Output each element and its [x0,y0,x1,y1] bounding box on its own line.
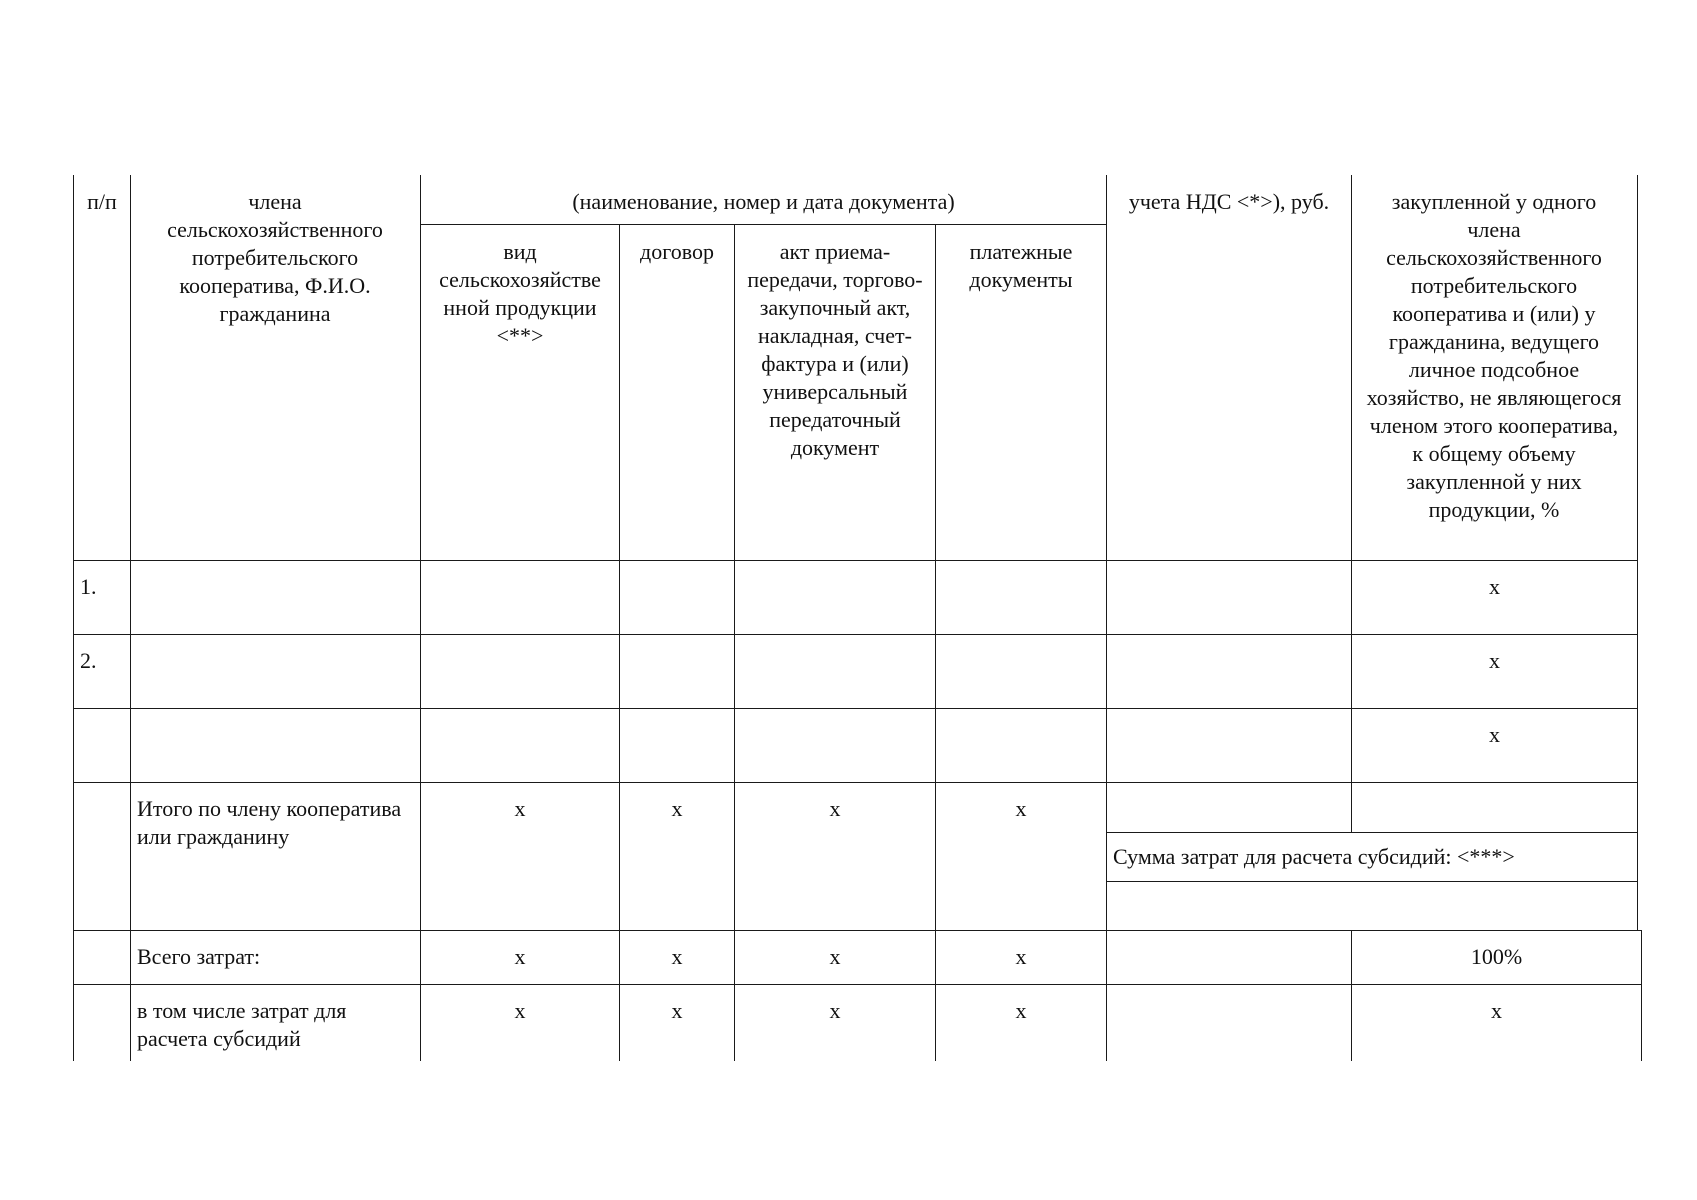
subsidy-act: x [829,998,841,1023]
member-total-payment: x [1015,796,1027,821]
rule-header-bottom [73,560,1638,561]
subsidy-payment: x [1015,998,1027,1023]
rule-docs-subheader [420,224,1106,225]
header-sum: учета НДС <*>), руб. [1128,189,1330,214]
row2-num: 2. [80,648,97,673]
rule-subsum-bottom [1106,881,1638,882]
rule-col-contract [619,224,620,1061]
total-kind: x [514,944,526,969]
rule-right-b [1641,930,1642,1061]
rule-total-bottom [73,984,1642,985]
rule-row1-bottom [73,634,1638,635]
rule-right-a [1637,175,1638,930]
subsidy-kind: x [514,998,526,1023]
row1-share: x [1489,574,1500,599]
rule-left [73,175,74,1061]
rule-subsum-top [1106,832,1638,833]
row1-num: 1. [80,574,97,599]
member-total-act: x [829,796,841,821]
rule-col-member [130,175,131,1061]
header-payment: платежные документы [969,239,1073,292]
header-contract: договор [640,239,714,264]
subsidy-share: x [1491,998,1502,1023]
total-contract: x [671,944,683,969]
rule-col-payment [935,224,936,1061]
rule-member-total-bottom [73,930,1642,931]
member-total-kind: x [514,796,526,821]
total-act: x [829,944,841,969]
subsidy-label: в том числе затрат для расчета субсидий [137,998,347,1051]
total-label: Всего затрат: [137,944,261,969]
rule-col-sum [1106,175,1107,1061]
member-total-label: Итого по члену кооператива или гражданину [137,796,402,849]
rule-col-act [734,224,735,1061]
rule-row2-bottom [73,708,1638,709]
row2-share: x [1489,648,1500,673]
header-member: члена сельскохозяйственного потребительского кооператива, Ф.И.О. гражданина [167,189,383,326]
total-payment: x [1015,944,1027,969]
header-num: п/п [87,189,117,214]
rule-row3-bottom [73,782,1638,783]
row3-share: x [1489,722,1500,747]
rule-col-kind [420,175,421,1061]
header-act: акт приема-передачи, торгово-закупочный акт, накладная, счет-фактура и (или) универсальный передаточный документ [747,239,923,460]
total-share: 100% [1470,944,1523,969]
header-share: закупленной у одного члена сельскохозяйственного потребительского кооператива и (или) у гражданина, ведущего личное подсобное хозяйство, не являющегося членом этого кооператива, к общему объему закупленной у них продукции, % [1366,189,1622,522]
header-docs-group: (наименование, номер и дата документа) [572,189,955,214]
header-kind: вид сельскохозяйстве нной продукции <**> [439,239,601,348]
subsidy-contract: x [671,998,683,1023]
subsidy-sum-label: Сумма затрат для расчета субсидий: <***> [1113,844,1515,869]
member-total-contract: x [671,796,683,821]
